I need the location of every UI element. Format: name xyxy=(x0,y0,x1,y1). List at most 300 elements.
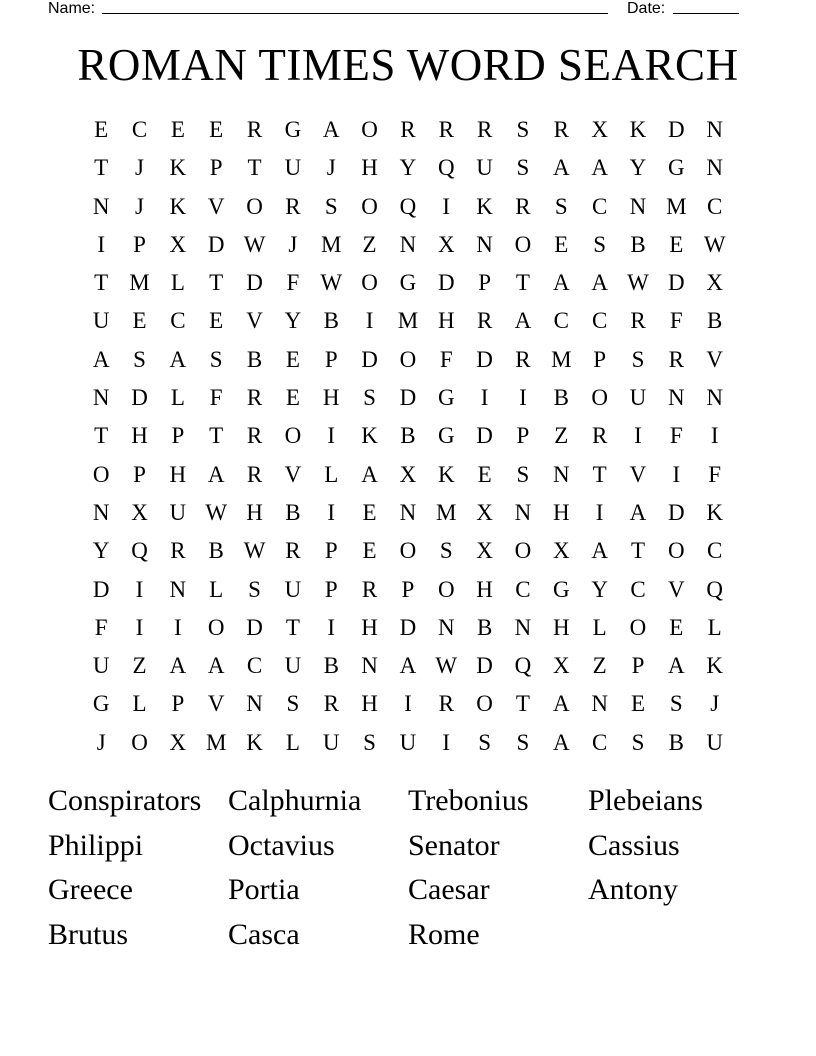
grid-letter: N xyxy=(361,653,378,679)
grid-letter: B xyxy=(400,423,416,449)
grid-letter: V xyxy=(246,308,263,334)
grid-letter: V xyxy=(284,461,302,487)
grid-letter: G xyxy=(552,576,570,602)
grid-letter: P xyxy=(324,538,338,564)
grid-letter: G xyxy=(92,691,110,717)
grid-letter: X xyxy=(591,117,608,142)
grid-letter: I xyxy=(327,423,336,449)
grid-letter: X xyxy=(552,653,570,679)
grid-letter: C xyxy=(707,538,723,564)
grid-letter: O xyxy=(361,193,378,219)
word-list xyxy=(48,779,768,958)
grid-letter: D xyxy=(399,614,417,640)
grid-letter: X xyxy=(552,538,570,564)
grid-letter: N xyxy=(476,231,493,257)
grid-letter: I xyxy=(404,691,412,717)
grid-letter: A xyxy=(591,270,608,296)
grid-letter: K xyxy=(476,193,493,219)
grid-letter: A xyxy=(552,729,570,755)
grid-letter: W xyxy=(320,270,343,296)
grid-letter: L xyxy=(707,614,722,640)
grid-letter: E xyxy=(285,346,300,372)
grid-letter: S xyxy=(593,231,607,257)
grid-letter: J xyxy=(96,729,106,755)
grid-letter: U xyxy=(284,576,302,602)
grid-letter: T xyxy=(209,270,224,296)
grid-letter: A xyxy=(169,653,187,679)
grid-letter: A xyxy=(169,346,187,372)
grid-letter: N xyxy=(591,691,608,717)
grid-letter: P xyxy=(209,155,223,181)
grid-letter: O xyxy=(399,346,417,372)
grid-letter: I xyxy=(480,385,489,411)
word-list-item: Caesar xyxy=(408,873,490,907)
grid-letter: N xyxy=(246,691,263,717)
grid-letter: T xyxy=(209,423,224,449)
grid-letter: S xyxy=(516,117,530,142)
grid-letter: D xyxy=(668,270,685,296)
grid-letter: N xyxy=(92,193,110,219)
grid-letter: X xyxy=(437,231,455,257)
grid-letter: K xyxy=(169,193,187,219)
grid-letter: N xyxy=(514,614,532,640)
grid-letter: P xyxy=(324,346,338,372)
letter-grid xyxy=(82,111,734,762)
grid-letter: R xyxy=(630,308,646,334)
grid-letter: J xyxy=(135,193,144,219)
grid-letter: X xyxy=(399,461,417,487)
grid-letter: O xyxy=(514,231,532,257)
grid-letter: F xyxy=(669,423,683,449)
grid-letter: H xyxy=(361,155,378,181)
word-list-item: Calphurnia xyxy=(228,784,362,817)
grid-letter: E xyxy=(630,691,646,717)
worksheet-header xyxy=(0,0,816,20)
grid-letter: E xyxy=(209,117,224,142)
grid-letter: J xyxy=(288,231,298,257)
grid-letter: N xyxy=(706,155,723,181)
grid-letter: N xyxy=(514,499,532,525)
word-list-item: Casca xyxy=(228,918,300,952)
grid-letter: F xyxy=(708,461,722,487)
grid-letter: H xyxy=(552,499,570,525)
grid-letter: D xyxy=(476,346,493,372)
grid-letter: F xyxy=(94,614,108,640)
grid-letter: A xyxy=(591,538,608,564)
grid-letter: O xyxy=(92,461,110,487)
grid-letter: I xyxy=(97,231,105,257)
grid-letter: O xyxy=(668,538,685,564)
grid-letter: L xyxy=(209,576,224,602)
grid-letter: E xyxy=(209,308,224,334)
word-list-item: Octavius xyxy=(228,828,335,862)
grid-letter: T xyxy=(592,461,607,487)
grid-letter: E xyxy=(669,614,684,640)
grid-letter: C xyxy=(591,308,608,334)
grid-letter: P xyxy=(631,653,645,679)
date-label: Date: xyxy=(627,0,666,17)
grid-letter: R xyxy=(170,538,186,564)
grid-letter: U xyxy=(169,499,187,525)
grid-letter: Y xyxy=(284,308,302,334)
grid-letter: D xyxy=(668,499,685,525)
grid-letter: H xyxy=(131,423,148,449)
grid-letter: A xyxy=(92,346,110,372)
grid-letter: R xyxy=(438,691,454,717)
grid-letter: R xyxy=(361,576,378,602)
grid-letter: O xyxy=(246,193,263,219)
grid-letter: X xyxy=(169,231,187,257)
grid-letter: N xyxy=(706,117,723,142)
grid-letter: P xyxy=(133,461,146,487)
grid-letter: Z xyxy=(554,423,569,449)
grid-letter: L xyxy=(285,729,300,755)
grid-letter: X xyxy=(476,499,493,525)
grid-letter: A xyxy=(207,653,225,679)
grid-letter: B xyxy=(476,614,493,640)
grid-letter: S xyxy=(631,346,645,372)
grid-letter: O xyxy=(131,729,148,755)
grid-letter: S xyxy=(516,729,530,755)
grid-letter: S xyxy=(324,193,338,219)
grid-letter: N xyxy=(668,385,685,411)
grid-letter: M xyxy=(397,308,419,334)
grid-letter: A xyxy=(552,155,570,181)
grid-letter: V xyxy=(706,346,723,372)
grid-letter: Y xyxy=(629,155,647,181)
grid-letter: M xyxy=(129,270,150,296)
grid-letter: S xyxy=(286,691,300,717)
word-list-item: Brutus xyxy=(48,918,129,952)
grid-letter: K xyxy=(169,155,187,181)
grid-letter: D xyxy=(399,385,417,411)
grid-letter: Q xyxy=(399,193,417,219)
grid-letter: R xyxy=(476,308,493,334)
grid-letter: T xyxy=(515,691,530,717)
grid-letter: S xyxy=(478,729,491,755)
grid-letter: Y xyxy=(591,576,608,602)
grid-letter: D xyxy=(131,385,148,411)
grid-letter: F xyxy=(669,308,683,334)
grid-letter: Y xyxy=(399,155,417,181)
grid-letter: Q xyxy=(131,538,148,564)
grid-letter: N xyxy=(629,193,647,219)
grid-letter: E xyxy=(554,231,569,257)
grid-letter: L xyxy=(324,461,339,487)
grid-letter: C xyxy=(170,308,186,334)
grid-letter: I xyxy=(174,614,182,640)
grid-letter: R xyxy=(323,691,339,717)
grid-letter: T xyxy=(247,155,262,181)
grid-letter: L xyxy=(170,270,185,296)
grid-letter: N xyxy=(437,614,455,640)
grid-letter: Q xyxy=(514,653,532,679)
date-blank-line xyxy=(673,13,739,14)
grid-letter: R xyxy=(476,117,493,142)
grid-letter: B xyxy=(630,231,646,257)
grid-letter: Q xyxy=(706,576,723,602)
grid-letter: N xyxy=(399,231,417,257)
grid-letter: C xyxy=(707,193,723,219)
grid-letter: W xyxy=(243,231,266,257)
grid-letter: D xyxy=(437,270,455,296)
grid-letter: B xyxy=(668,729,684,755)
grid-letter: L xyxy=(592,614,607,640)
grid-letter: U xyxy=(476,155,493,181)
grid-letter: R xyxy=(246,117,263,142)
grid-letter: P xyxy=(171,691,185,717)
grid-letter: D xyxy=(207,231,225,257)
grid-letter: P xyxy=(401,576,415,602)
grid-letter: O xyxy=(629,614,647,640)
grid-letter: U xyxy=(629,385,647,411)
grid-letter: C xyxy=(515,576,531,602)
grid-letter: A xyxy=(552,270,570,296)
grid-letter: W xyxy=(435,653,458,679)
grid-letter: I xyxy=(135,614,144,640)
grid-letter: B xyxy=(323,308,339,334)
grid-letter: D xyxy=(476,653,493,679)
grid-letter: E xyxy=(362,499,377,525)
grid-letter: N xyxy=(552,461,570,487)
grid-letter: T xyxy=(630,538,646,564)
grid-letter: A xyxy=(514,308,532,334)
word-list-item: Conspirators xyxy=(48,784,202,817)
grid-letter: O xyxy=(284,423,302,449)
grid-letter: T xyxy=(515,270,530,296)
grid-letter: N xyxy=(92,385,110,411)
grid-letter: S xyxy=(439,538,453,564)
grid-letter: M xyxy=(551,346,572,372)
grid-letter: S xyxy=(669,691,683,717)
grid-letter: B xyxy=(208,538,224,564)
grid-letter: R xyxy=(591,423,608,449)
grid-letter: P xyxy=(516,423,530,449)
grid-letter: V xyxy=(629,461,647,487)
grid-letter: R xyxy=(438,117,454,142)
grid-letter: N xyxy=(169,576,187,602)
grid-letter: Z xyxy=(362,231,377,257)
word-list-item: Trebonius xyxy=(408,784,529,817)
grid-letter: I xyxy=(672,461,681,487)
grid-letter: K xyxy=(706,653,723,679)
grid-letter: G xyxy=(399,270,417,296)
grid-letter: T xyxy=(94,423,109,449)
grid-letter: V xyxy=(668,576,685,602)
grid-letter: W xyxy=(703,231,726,257)
grid-letter: H xyxy=(361,691,378,717)
grid-letter: A xyxy=(591,155,608,181)
grid-letter: K xyxy=(246,729,263,755)
grid-letter: J xyxy=(326,155,336,181)
grid-letter: Q xyxy=(437,155,455,181)
grid-letter: P xyxy=(593,346,607,372)
grid-letter: I xyxy=(135,576,144,602)
grid-letter: U xyxy=(399,729,417,755)
grid-letter: O xyxy=(591,385,608,411)
grid-letter: G xyxy=(284,117,302,142)
grid-letter: O xyxy=(361,117,378,142)
grid-letter: R xyxy=(285,538,301,564)
grid-letter: X xyxy=(706,270,723,296)
grid-letter: K xyxy=(361,423,378,449)
grid-letter: O xyxy=(437,576,455,602)
grid-letter: F xyxy=(439,346,453,372)
grid-letter: E xyxy=(132,308,147,334)
grid-letter: N xyxy=(92,499,110,525)
grid-letter: G xyxy=(437,423,455,449)
grid-letter: U xyxy=(322,729,340,755)
grid-letter: D xyxy=(246,614,263,640)
grid-letter: D xyxy=(668,117,685,142)
grid-letter: H xyxy=(437,308,455,334)
word-list-item: Greece xyxy=(48,873,133,907)
grid-letter: U xyxy=(284,155,302,181)
grid-letter: C xyxy=(246,653,263,679)
grid-letter: C xyxy=(553,308,569,334)
grid-letter: B xyxy=(323,653,339,679)
grid-letter: U xyxy=(92,308,110,334)
grid-letter: S xyxy=(516,461,530,487)
grid-letter: H xyxy=(476,576,493,602)
grid-letter: I xyxy=(442,193,451,219)
word-list-item: Philippi xyxy=(48,828,144,862)
grid-letter: W xyxy=(205,499,228,525)
grid-letter: P xyxy=(324,576,338,602)
grid-letter: S xyxy=(554,193,568,219)
grid-letter: I xyxy=(327,614,336,640)
grid-letter: M xyxy=(666,193,687,219)
grid-letter: R xyxy=(668,346,684,372)
grid-letter: A xyxy=(399,653,417,679)
grid-letter: W xyxy=(243,538,266,564)
grid-letter: G xyxy=(437,385,455,411)
grid-letter: D xyxy=(246,270,263,296)
grid-letter: A xyxy=(629,499,647,525)
word-list-item: Rome xyxy=(408,918,480,952)
grid-letter: R xyxy=(553,117,569,142)
grid-letter: P xyxy=(478,270,491,296)
grid-letter: L xyxy=(132,691,147,717)
grid-letter: R xyxy=(400,117,416,142)
grid-letter: H xyxy=(169,461,187,487)
grid-letter: E xyxy=(669,231,684,257)
word-list-item: Portia xyxy=(228,873,300,907)
grid-letter: R xyxy=(515,346,531,372)
grid-letter: X xyxy=(476,538,493,564)
grid-letter: P xyxy=(133,231,146,257)
grid-letter: B xyxy=(553,385,569,411)
grid-letter: X xyxy=(131,499,148,525)
grid-letter: S xyxy=(209,346,223,372)
grid-letter: I xyxy=(442,729,451,755)
word-list-item: Antony xyxy=(588,873,678,907)
grid-letter: R xyxy=(515,193,531,219)
name-label: Name: xyxy=(48,0,96,17)
grid-letter: L xyxy=(170,385,185,411)
grid-letter: A xyxy=(552,691,570,717)
grid-letter: M xyxy=(205,729,227,755)
grid-letter: P xyxy=(171,423,185,449)
grid-letter: I xyxy=(519,385,527,411)
grid-letter: B xyxy=(285,499,301,525)
grid-letter: S xyxy=(516,155,530,181)
grid-letter: W xyxy=(627,270,649,296)
grid-letter: I xyxy=(327,499,336,525)
grid-letter: A xyxy=(322,117,340,142)
grid-letter: N xyxy=(399,499,417,525)
grid-letter: F xyxy=(286,270,300,296)
grid-letter: A xyxy=(668,653,685,679)
grid-letter: D xyxy=(92,576,110,602)
grid-letter: E xyxy=(477,461,492,487)
grid-letter: R xyxy=(246,461,263,487)
grid-letter: J xyxy=(135,155,144,181)
grid-letter: O xyxy=(399,538,417,564)
grid-letter: N xyxy=(706,385,723,411)
grid-letter: I xyxy=(595,499,604,525)
grid-letter: I xyxy=(634,423,642,449)
grid-letter: H xyxy=(552,614,570,640)
grid-letter: Y xyxy=(92,538,110,564)
grid-letter: J xyxy=(710,691,720,717)
word-list-item: Cassius xyxy=(588,828,680,862)
grid-letter: E xyxy=(170,117,185,142)
grid-letter: S xyxy=(248,576,261,602)
grid-letter: B xyxy=(707,308,723,334)
grid-letter: H xyxy=(361,614,378,640)
grid-letter: R xyxy=(285,193,301,219)
grid-letter: B xyxy=(246,346,263,372)
grid-letter: D xyxy=(476,423,493,449)
word-list-item: Plebeians xyxy=(588,784,703,817)
grid-letter: U xyxy=(92,653,110,679)
grid-letter: I xyxy=(710,423,719,449)
grid-letter: M xyxy=(436,499,457,525)
grid-letter: O xyxy=(476,691,493,717)
grid-letter: E xyxy=(285,385,300,411)
word-list-item: Senator xyxy=(408,828,500,862)
grid-letter: T xyxy=(285,614,300,640)
grid-letter: S xyxy=(631,729,645,755)
grid-letter: T xyxy=(94,270,109,296)
grid-letter: Z xyxy=(592,653,607,679)
grid-letter: R xyxy=(246,423,263,449)
name-blank-line xyxy=(102,13,608,14)
grid-letter: K xyxy=(706,499,723,525)
grid-letter: S xyxy=(133,346,146,372)
grid-letter: H xyxy=(322,385,340,411)
grid-letter: D xyxy=(361,346,378,372)
grid-letter: M xyxy=(321,231,342,257)
grid-letter: A xyxy=(361,461,378,487)
grid-letter: O xyxy=(207,614,225,640)
grid-letter: E xyxy=(94,117,109,142)
grid-letter: R xyxy=(246,385,263,411)
grid-letter: F xyxy=(209,385,223,411)
page-title: ROMAN TIMES WORD SEARCH xyxy=(77,40,739,90)
grid-letter: O xyxy=(514,538,532,564)
grid-letter: K xyxy=(629,117,647,142)
grid-letter: K xyxy=(437,461,455,487)
grid-letter: U xyxy=(284,653,302,679)
grid-letter: H xyxy=(246,499,263,525)
grid-letter: C xyxy=(131,117,148,142)
grid-letter: V xyxy=(207,193,225,219)
grid-letter: E xyxy=(362,538,377,564)
grid-letter: S xyxy=(363,729,376,755)
grid-letter: U xyxy=(706,729,723,755)
